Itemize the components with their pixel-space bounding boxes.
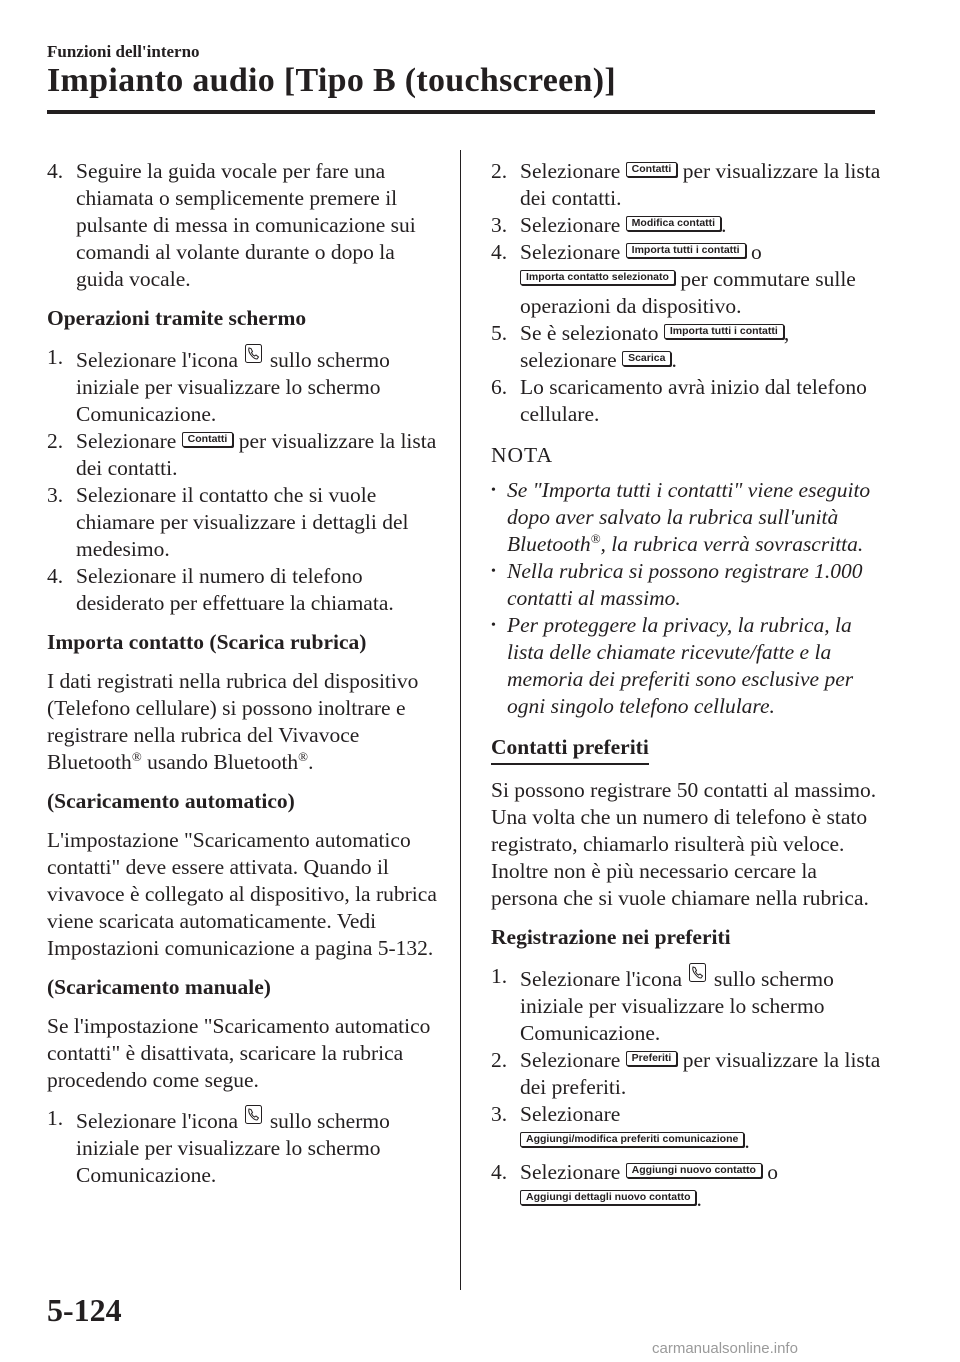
step-text-b: . (744, 1129, 750, 1153)
aggiungi-modifica-preferiti-button[interactable]: Aggiungi/modifica preferiti comunicazione (520, 1132, 744, 1147)
step-2-contatti (47, 428, 442, 482)
note-bullet (491, 477, 881, 558)
step-text-b: sullo schermo iniziale per visualizzare lo schermo Comunicazione. (520, 967, 834, 1045)
text: I dati registrati nella rubrica del dispositivo (Telefono cellulare) si possono inoltrare e registrare nella rubrica del Vivavoce Bluetooth (47, 669, 419, 774)
step-3-select-contact (47, 482, 442, 563)
contatti-button[interactable]: Contatti (182, 432, 234, 447)
right-column (491, 158, 881, 1213)
note-heading: NOTA (491, 443, 553, 467)
step-text-a: Selezionare (520, 1102, 621, 1126)
step-number: 1. (47, 345, 64, 369)
registered-mark: ® (131, 748, 142, 764)
bullet-text: Nella rubrica si possono registrare 1.000 contatti al massimo. (507, 559, 863, 610)
step-number: 2. (47, 429, 64, 453)
bullet-dot: • (491, 564, 496, 579)
step-number: 1. (47, 1106, 64, 1130)
step-text-c: . (671, 348, 677, 372)
step-text-b: per visualizzare la lista dei preferiti. (520, 1048, 881, 1099)
phone-icon (245, 1105, 262, 1124)
step-text-a: Selezionare l'icona (520, 967, 683, 991)
step-number: 1. (491, 964, 508, 988)
modifica-contatti-button[interactable]: Modifica contatti (626, 216, 721, 231)
heading-scaricamento-automatico: (Scaricamento automatico) (47, 789, 295, 813)
step-number: 2. (491, 159, 508, 183)
registered-mark: ® (590, 530, 601, 546)
step-6-download-start (491, 374, 881, 428)
step-text: Lo scaricamento avrà inizio dal telefono cellulare. (520, 375, 867, 426)
step-4-aggiungi (491, 1159, 881, 1213)
heading-importa-contatto: Importa contatto (Scarica rubrica) (47, 630, 367, 654)
note-bullet (491, 558, 881, 612)
step-number: 4. (47, 564, 64, 588)
preferiti-button[interactable]: Preferiti (626, 1051, 678, 1066)
step-text-b: sullo schermo iniziale per visualizzare lo schermo Comunicazione. (76, 1109, 390, 1187)
step-text: Seguire la guida vocale per fare una chiamata o semplicemente premere il pulsante di messa in comunicazione sui comandi al volante durante o dopo la guida vocale. (76, 159, 416, 291)
aggiungi-dettagli-button[interactable]: Aggiungi dettagli nuovo contatto (520, 1190, 696, 1205)
step-text-a: Selezionare l'icona (76, 348, 239, 372)
step-number: 2. (491, 1048, 508, 1072)
bullet-text: , la rubrica verrà sovrascritta. (600, 532, 864, 556)
scarica-button[interactable]: Scarica (622, 351, 671, 366)
step-text-a: Selezionare (520, 213, 621, 237)
column-divider (460, 150, 461, 1290)
step-number: 3. (47, 483, 64, 507)
left-column (47, 158, 442, 1189)
step-text-b: selezionare (520, 348, 617, 372)
step-2-contatti-right (491, 158, 881, 212)
step-text-a: Selezionare l'icona (76, 1109, 239, 1133)
bullet-text: Per proteggere la privacy, la rubrica, la lista delle chiamate ricevute/fatte e la memoria dei preferiti sono esclusive per ogni singolo telefono cellulare. (507, 613, 854, 718)
step-number: 6. (491, 375, 508, 399)
step-text: Selezionare il contatto che si vuole chiamare per visualizzare i dettagli del medesimo. (76, 483, 409, 561)
step-5-scarica (491, 320, 881, 374)
step-number: 4. (47, 159, 64, 183)
phone-icon (689, 963, 706, 982)
step-text-b: per commutare sulle operazioni da dispositivo. (520, 267, 856, 318)
paragraph-manuale: Se l'impostazione "Scaricamento automatico contatti" è disattivata, scaricare la rubrica procedendo come segue. (47, 1014, 431, 1092)
step-1-screen (47, 344, 442, 428)
step-text-a: Selezionare (520, 1160, 621, 1184)
importa-tutti-button[interactable]: Importa tutti i contatti (664, 324, 784, 339)
heading-scaricamento-manuale: (Scaricamento manuale) (47, 975, 271, 999)
step-text: Selezionare il numero di telefono desiderato per effettuare la chiamata. (76, 564, 394, 615)
importa-selezionato-button[interactable]: Importa contatto selezionato (520, 270, 675, 285)
step-text-a: Selezionare (520, 1048, 621, 1072)
step-1-preferiti (491, 963, 881, 1047)
step-text-b: per visualizzare la lista dei contatti. (520, 159, 881, 210)
heading-contatti-preferiti: Contatti preferiti (491, 734, 649, 765)
step-1-manual (47, 1105, 442, 1189)
page-title: Impianto audio [Tipo B (touchscreen)] (47, 62, 617, 99)
step-text-or: o (750, 240, 762, 264)
paragraph-preferiti: Si possono registrare 50 contatti al massimo. Una volta che un numero di telefono è stato registrato, chiamarlo risulterà più veloce. Inoltre non è più necessario cercare la persona che si vuole chiamare nella rubrica. (491, 778, 877, 910)
step-text-a: Se è selezionato (520, 321, 659, 345)
step-text-b: . (696, 1187, 702, 1211)
step-2-preferiti (491, 1047, 881, 1101)
step-text-a: Selezionare (520, 159, 621, 183)
aggiungi-nuovo-contatto-button[interactable]: Aggiungi nuovo contatto (626, 1163, 762, 1178)
step-4-importa (491, 239, 881, 320)
step-text-comma: , (783, 321, 790, 345)
registered-mark: ® (298, 748, 309, 764)
step-text-or: o (767, 1160, 779, 1184)
step-number: 3. (491, 213, 508, 237)
contatti-button[interactable]: Contatti (626, 162, 678, 177)
step-number: 3. (491, 1102, 508, 1126)
bullet-dot: • (491, 618, 496, 633)
step-text-b: sullo schermo iniziale per visualizzare lo schermo Comunicazione. (76, 348, 390, 426)
note-bullet (491, 612, 881, 720)
paragraph-importa (47, 668, 442, 776)
step-text-b: . (721, 213, 727, 237)
importa-tutti-button[interactable]: Importa tutti i contatti (626, 243, 746, 258)
text: . (308, 750, 314, 774)
step-number: 4. (491, 240, 508, 264)
step-number: 4. (491, 1160, 508, 1184)
paragraph-automatico: L'impostazione "Scaricamento automatico contatti" deve essere attivata. Quando il vivavoce è collegato al dispositivo, la rubrica viene scaricata automaticamente. Vedi Impostazioni comunicazione a pagina 5-132. (47, 828, 437, 960)
step-number: 5. (491, 321, 508, 345)
phone-icon (245, 344, 262, 363)
step-3-modifica (491, 212, 881, 239)
heading-operazioni-schermo: Operazioni tramite schermo (47, 306, 307, 330)
header-section: Funzioni dell'interno (47, 42, 200, 61)
step-4-voice (47, 158, 442, 293)
header-rule (47, 110, 875, 114)
step-3-aggiungi-modifica (491, 1101, 881, 1155)
text: usando Bluetooth (141, 750, 299, 774)
heading-registrazione-preferiti: Registrazione nei preferiti (491, 925, 731, 949)
page-number: 5-124 (47, 1292, 122, 1328)
step-text-b: per visualizzare la lista dei contatti. (76, 429, 437, 480)
watermark: carmanualsonline.info (652, 1340, 798, 1357)
step-4-select-number (47, 563, 442, 617)
bullet-text: Se "Importa tutti i contatti" viene eseguito dopo aver salvato la rubrica sull'unità Bluetooth (507, 478, 871, 556)
step-text-a: Selezionare (520, 240, 621, 264)
step-text-a: Selezionare (76, 429, 177, 453)
bullet-dot: • (491, 483, 496, 498)
